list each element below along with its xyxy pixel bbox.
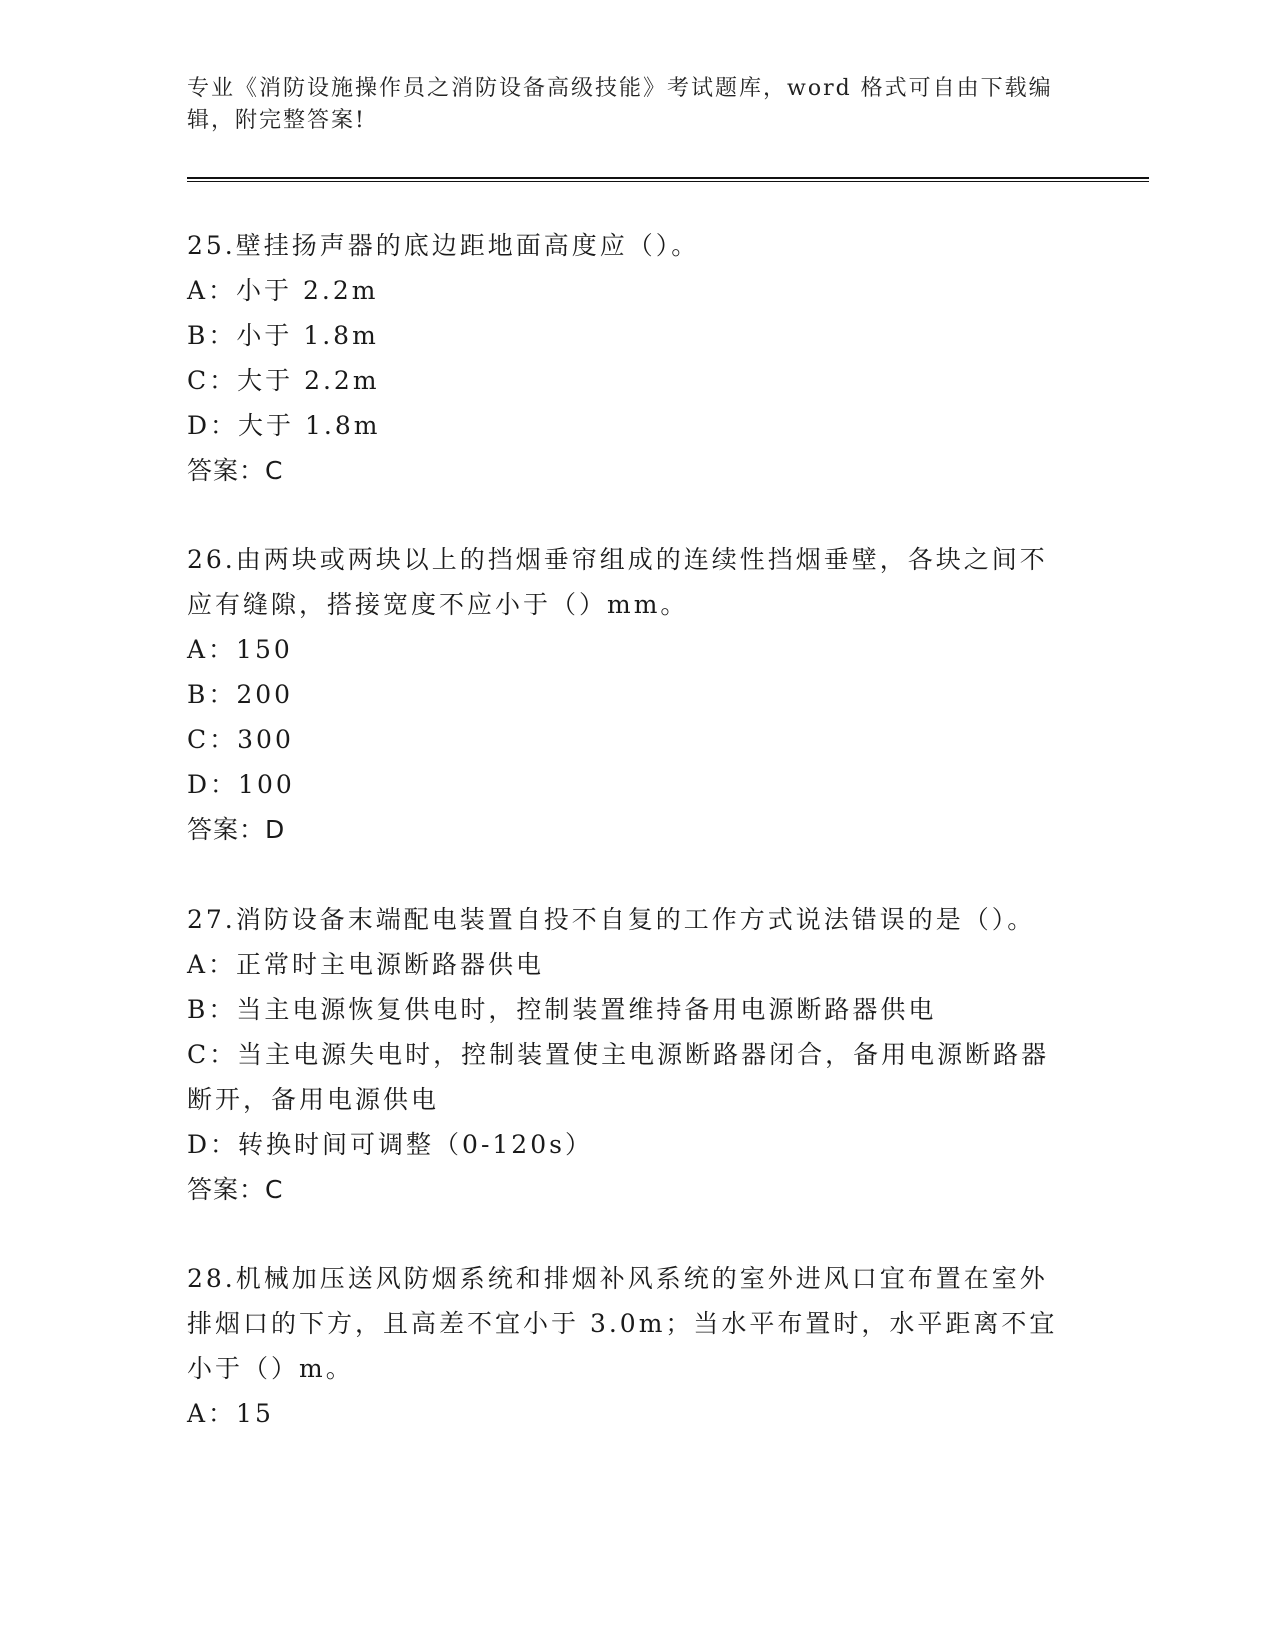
question-27 — [187, 897, 1087, 1212]
question-stem-continued: 小于（）m。 — [187, 1354, 354, 1383]
document-header — [187, 73, 1067, 137]
answer: 答案：C — [187, 1175, 284, 1204]
option-d: D：大于 1.8m — [187, 411, 381, 440]
answer: 答案：C — [187, 456, 284, 485]
option-b: B：小于 1.8m — [187, 321, 379, 350]
option-a: A：小于 2.2m — [187, 276, 379, 305]
option-a: A：15 — [187, 1399, 274, 1428]
question-25 — [187, 223, 1087, 493]
option-a: A：150 — [187, 635, 293, 664]
question-28 — [187, 1256, 1087, 1436]
question-stem-continued: 排烟口的下方，且高差不宜小于 3.0m；当水平布置时，水平距离不宜 — [187, 1309, 1058, 1338]
option-c-continued: 断开，备用电源供电 — [187, 1085, 440, 1114]
question-stem: 27.消防设备末端配电装置自投不自复的工作方式说法错误的是（）。 — [187, 905, 1036, 934]
option-b: B：当主电源恢复供电时，控制装置维持备用电源断路器供电 — [187, 995, 937, 1024]
question-stem: 28.机械加压送风防烟系统和排烟补风系统的室外进风口宜布置在室外 — [187, 1264, 1048, 1293]
question-stem: 25.壁挂扬声器的底边距地面高度应（）。 — [187, 231, 700, 260]
header-divider-thick — [187, 177, 1149, 179]
option-d: D：转换时间可调整（0-120s） — [187, 1130, 593, 1159]
answer: 答案：D — [187, 815, 286, 844]
question-stem: 26.由两块或两块以上的挡烟垂帘组成的连续性挡烟垂壁，各块之间不 — [187, 545, 1048, 574]
header-line-1: 专业《消防设施操作员之消防设备高级技能》考试题库，word 格式可自由下载编 — [187, 76, 1053, 101]
option-c: C：大于 2.2m — [187, 366, 380, 395]
header-line-2: 辑，附完整答案! — [187, 108, 366, 133]
option-c: C：300 — [187, 725, 294, 754]
option-b: B：200 — [187, 680, 294, 709]
question-26 — [187, 537, 1087, 852]
header-divider-thin — [187, 181, 1149, 182]
option-a: A：正常时主电源断路器供电 — [187, 950, 545, 979]
option-d: D：100 — [187, 770, 295, 799]
option-c: C：当主电源失电时，控制装置使主电源断路器闭合，备用电源断路器 — [187, 1040, 1050, 1069]
question-stem-continued: 应有缝隙，搭接宽度不应小于（）mm。 — [187, 590, 689, 619]
